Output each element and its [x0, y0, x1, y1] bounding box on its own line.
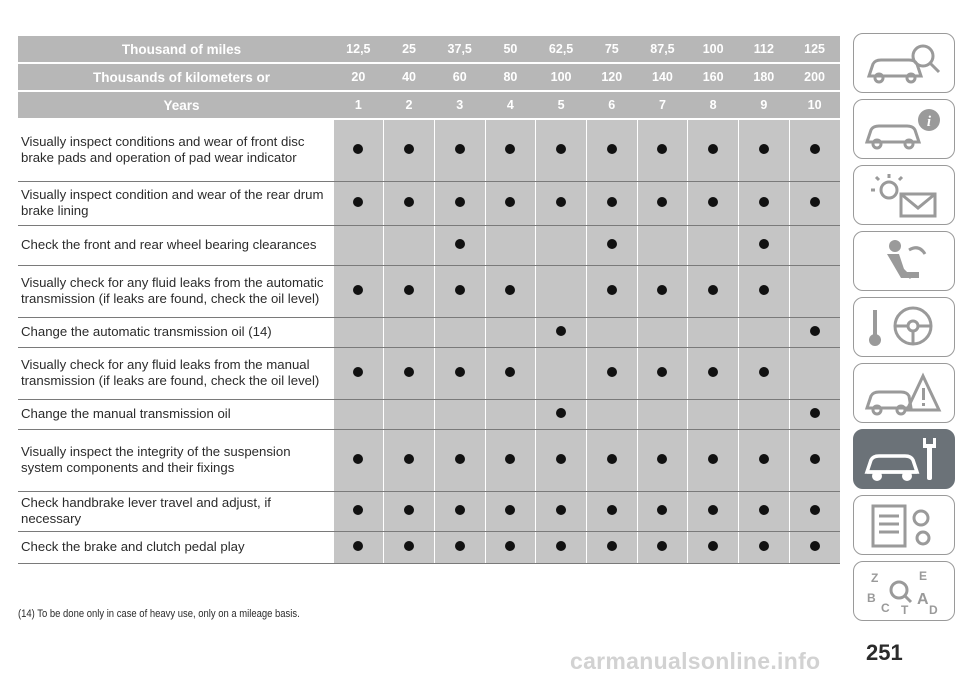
- interval-cell: [536, 317, 587, 347]
- header-value: 80: [485, 63, 536, 91]
- svg-text:C: C: [881, 601, 890, 615]
- interval-cell: [536, 399, 587, 429]
- header-row: [18, 63, 840, 91]
- header-value: 25: [384, 36, 435, 63]
- operation-text: Change the automatic transmission oil (14): [18, 317, 333, 347]
- scheduled-dot-icon: [810, 144, 820, 154]
- interval-cell: [333, 265, 384, 317]
- scheduled-dot-icon: [455, 239, 465, 249]
- header-value: 12,5: [333, 36, 384, 63]
- scheduled-dot-icon: [607, 367, 617, 377]
- scheduled-dot-icon: [556, 144, 566, 154]
- interval-cell: [384, 491, 435, 531]
- header-value: 60: [434, 63, 485, 91]
- interval-cell: [333, 531, 384, 563]
- interval-cell: [739, 225, 790, 265]
- interval-cell: [384, 399, 435, 429]
- table-row: [18, 347, 840, 399]
- interval-cell: [586, 317, 637, 347]
- operation-text: Check handbrake lever travel and adjust, if necessary: [18, 491, 333, 531]
- interval-cell: [586, 429, 637, 491]
- interval-cell: [789, 119, 840, 181]
- scheduled-dot-icon: [404, 367, 414, 377]
- tab-warning-lights[interactable]: [853, 165, 955, 225]
- interval-cell: [688, 225, 739, 265]
- scheduled-dot-icon: [607, 285, 617, 295]
- header-label: Thousands of kilometers or: [18, 63, 333, 91]
- header-value: 10: [789, 91, 840, 119]
- interval-cell: [485, 531, 536, 563]
- header-label: Thousand of miles: [18, 36, 333, 63]
- scheduled-dot-icon: [556, 326, 566, 336]
- table-row: [18, 491, 840, 531]
- svg-text:i: i: [926, 114, 932, 130]
- interval-cell: [739, 317, 790, 347]
- scheduled-dot-icon: [657, 285, 667, 295]
- interval-cell: [688, 491, 739, 531]
- scheduled-dot-icon: [556, 197, 566, 207]
- operation-text: Visually check for any fluid leaks from the manual transmission (if leaks are found, check the oil level): [18, 347, 333, 399]
- tab-specifications[interactable]: [853, 495, 955, 555]
- interval-cell: [637, 181, 688, 225]
- interval-cell: [485, 265, 536, 317]
- interval-cell: [688, 119, 739, 181]
- scheduled-dot-icon: [657, 541, 667, 551]
- operation-text: Change the manual transmission oil: [18, 399, 333, 429]
- interval-cell: [333, 491, 384, 531]
- interval-cell: [536, 225, 587, 265]
- steering-wheel-key-icon: [861, 300, 947, 354]
- header-value: 4: [485, 91, 536, 119]
- scheduled-dot-icon: [404, 541, 414, 551]
- header-value: 100: [688, 36, 739, 63]
- scheduled-dot-icon: [810, 197, 820, 207]
- header-value: 40: [384, 63, 435, 91]
- interval-cell: [637, 119, 688, 181]
- interval-cell: [333, 317, 384, 347]
- scheduled-dot-icon: [708, 454, 718, 464]
- interval-cell: [586, 531, 637, 563]
- car-info-icon: [861, 102, 947, 156]
- scheduled-dot-icon: [505, 285, 515, 295]
- scheduled-dot-icon: [505, 505, 515, 515]
- scheduled-dot-icon: [810, 454, 820, 464]
- scheduled-dot-icon: [607, 239, 617, 249]
- scheduled-dot-icon: [607, 197, 617, 207]
- scheduled-dot-icon: [505, 454, 515, 464]
- interval-cell: [434, 317, 485, 347]
- interval-cell: [434, 399, 485, 429]
- scheduled-dot-icon: [759, 197, 769, 207]
- interval-cell: [536, 119, 587, 181]
- scheduled-dot-icon: [404, 144, 414, 154]
- car-wrench-icon: [861, 432, 947, 486]
- scheduled-dot-icon: [556, 541, 566, 551]
- header-value: 112: [739, 36, 790, 63]
- header-value: 3: [434, 91, 485, 119]
- tab-car-search[interactable]: [853, 33, 955, 93]
- scheduled-dot-icon: [353, 541, 363, 551]
- scheduled-dot-icon: [404, 505, 414, 515]
- header-value: 200: [789, 63, 840, 91]
- interval-cell: [485, 347, 536, 399]
- header-value: 180: [739, 63, 790, 91]
- tab-index[interactable]: [853, 561, 955, 621]
- interval-cell: [333, 225, 384, 265]
- scheduled-dot-icon: [404, 454, 414, 464]
- scheduled-dot-icon: [657, 454, 667, 464]
- interval-cell: [536, 347, 587, 399]
- page-number: 251: [866, 640, 903, 665]
- scheduled-dot-icon: [759, 285, 769, 295]
- scheduled-dot-icon: [353, 505, 363, 515]
- car-breakdown-warning-icon: [861, 366, 947, 420]
- scheduled-dot-icon: [353, 144, 363, 154]
- scheduled-dot-icon: [607, 505, 617, 515]
- table-row: [18, 119, 840, 181]
- scheduled-dot-icon: [708, 505, 718, 515]
- header-value: 1: [333, 91, 384, 119]
- operation-text: Visually check for any fluid leaks from the automatic transmission (if leaks are found, check the oil level): [18, 265, 333, 317]
- scheduled-dot-icon: [759, 367, 769, 377]
- header-value: 125: [789, 36, 840, 63]
- svg-text:Z: Z: [871, 571, 879, 585]
- scheduled-dot-icon: [607, 541, 617, 551]
- interval-cell: [485, 429, 536, 491]
- maintenance-schedule-table: [18, 36, 840, 564]
- scheduled-dot-icon: [556, 454, 566, 464]
- interval-cell: [739, 429, 790, 491]
- interval-cell: [739, 347, 790, 399]
- header-value: 2: [384, 91, 435, 119]
- interval-cell: [637, 347, 688, 399]
- scheduled-dot-icon: [505, 541, 515, 551]
- interval-cell: [739, 265, 790, 317]
- scheduled-dot-icon: [505, 367, 515, 377]
- table-row: [18, 399, 840, 429]
- header-value: 8: [688, 91, 739, 119]
- schedule-body: [18, 119, 840, 563]
- interval-cell: [434, 491, 485, 531]
- scheduled-dot-icon: [607, 144, 617, 154]
- interval-cell: [789, 531, 840, 563]
- interval-cell: [789, 429, 840, 491]
- alphabetical-index-icon: [861, 564, 947, 618]
- interval-cell: [536, 491, 587, 531]
- scheduled-dot-icon: [455, 144, 465, 154]
- interval-cell: [637, 399, 688, 429]
- scheduled-dot-icon: [708, 367, 718, 377]
- operation-text: Check the brake and clutch pedal play: [18, 531, 333, 563]
- interval-cell: [384, 429, 435, 491]
- table-row: [18, 225, 840, 265]
- interval-cell: [434, 225, 485, 265]
- header-label: Years: [18, 91, 333, 119]
- tab-steering-key[interactable]: [853, 297, 955, 357]
- interval-cell: [637, 429, 688, 491]
- scheduled-dot-icon: [810, 408, 820, 418]
- scheduled-dot-icon: [455, 285, 465, 295]
- interval-cell: [333, 429, 384, 491]
- header-row: [18, 36, 840, 63]
- interval-cell: [485, 119, 536, 181]
- interval-cell: [637, 225, 688, 265]
- scheduled-dot-icon: [759, 239, 769, 249]
- scheduled-dot-icon: [505, 197, 515, 207]
- interval-cell: [384, 317, 435, 347]
- header-value: 75: [586, 36, 637, 63]
- scheduled-dot-icon: [657, 367, 667, 377]
- interval-cell: [688, 531, 739, 563]
- interval-cell: [586, 265, 637, 317]
- interval-cell: [434, 347, 485, 399]
- interval-cell: [434, 181, 485, 225]
- interval-cell: [789, 491, 840, 531]
- scheduled-dot-icon: [657, 505, 667, 515]
- tab-breakdown[interactable]: [853, 363, 955, 423]
- header-value: 160: [688, 63, 739, 91]
- scheduled-dot-icon: [708, 197, 718, 207]
- table-row: [18, 531, 840, 563]
- interval-cell: [739, 119, 790, 181]
- interval-cell: [384, 181, 435, 225]
- watermark: carmanualsonline.info: [570, 648, 821, 674]
- scheduled-dot-icon: [556, 408, 566, 418]
- header-value: 50: [485, 36, 536, 63]
- scheduled-dot-icon: [708, 144, 718, 154]
- table-row: [18, 317, 840, 347]
- scheduled-dot-icon: [657, 197, 667, 207]
- header-value: 5: [536, 91, 587, 119]
- svg-text:D: D: [929, 603, 938, 617]
- header-value: 9: [739, 91, 790, 119]
- interval-cell: [485, 317, 536, 347]
- scheduled-dot-icon: [810, 505, 820, 515]
- scheduled-dot-icon: [810, 541, 820, 551]
- interval-cell: [384, 119, 435, 181]
- interval-cell: [536, 265, 587, 317]
- interval-cell: [485, 491, 536, 531]
- svg-text:E: E: [919, 569, 928, 583]
- interval-cell: [434, 119, 485, 181]
- interval-cell: [586, 181, 637, 225]
- seat-airbag-icon: [861, 234, 947, 288]
- schedule-header: [18, 36, 840, 119]
- interval-cell: [688, 429, 739, 491]
- interval-cell: [789, 347, 840, 399]
- interval-cell: [637, 531, 688, 563]
- interval-cell: [434, 265, 485, 317]
- scheduled-dot-icon: [404, 197, 414, 207]
- scheduled-dot-icon: [607, 454, 617, 464]
- interval-cell: [688, 317, 739, 347]
- operation-text: Visually inspect the integrity of the suspension system components and their fixings: [18, 429, 333, 491]
- header-value: 6: [586, 91, 637, 119]
- header-row: [18, 91, 840, 119]
- tab-maintenance[interactable]: [853, 429, 955, 489]
- interval-cell: [688, 265, 739, 317]
- interval-cell: [688, 399, 739, 429]
- scheduled-dot-icon: [353, 367, 363, 377]
- car-search-icon: [861, 36, 947, 90]
- scheduled-dot-icon: [505, 144, 515, 154]
- header-value: 62,5: [536, 36, 587, 63]
- scheduled-dot-icon: [759, 144, 769, 154]
- interval-cell: [789, 225, 840, 265]
- scheduled-dot-icon: [759, 505, 769, 515]
- interval-cell: [586, 399, 637, 429]
- table-row: [18, 181, 840, 225]
- interval-cell: [789, 265, 840, 317]
- interval-cell: [333, 399, 384, 429]
- interval-cell: [789, 317, 840, 347]
- header-value: 100: [536, 63, 587, 91]
- interval-cell: [333, 119, 384, 181]
- scheduled-dot-icon: [759, 454, 769, 464]
- interval-cell: [688, 347, 739, 399]
- interval-cell: [637, 265, 688, 317]
- header-value: 87,5: [637, 36, 688, 63]
- svg-text:T: T: [901, 603, 909, 617]
- scheduled-dot-icon: [759, 541, 769, 551]
- interval-cell: [586, 225, 637, 265]
- interval-cell: [384, 265, 435, 317]
- operation-text: Visually inspect condition and wear of the rear drum brake lining: [18, 181, 333, 225]
- interval-cell: [688, 181, 739, 225]
- scheduled-dot-icon: [455, 367, 465, 377]
- interval-cell: [384, 531, 435, 563]
- scheduled-dot-icon: [810, 326, 820, 336]
- scheduled-dot-icon: [455, 505, 465, 515]
- scheduled-dot-icon: [556, 505, 566, 515]
- scheduled-dot-icon: [657, 144, 667, 154]
- tab-seat-airbag[interactable]: [853, 231, 955, 291]
- scheduled-dot-icon: [353, 454, 363, 464]
- interval-cell: [586, 347, 637, 399]
- interval-cell: [485, 225, 536, 265]
- interval-cell: [485, 181, 536, 225]
- scheduled-dot-icon: [455, 541, 465, 551]
- interval-cell: [536, 531, 587, 563]
- header-value: 7: [637, 91, 688, 119]
- interval-cell: [637, 317, 688, 347]
- svg-text:B: B: [867, 591, 876, 605]
- table-row: [18, 429, 840, 491]
- scheduled-dot-icon: [353, 285, 363, 295]
- interval-cell: [434, 531, 485, 563]
- tab-car-info[interactable]: [853, 99, 955, 159]
- scheduled-dot-icon: [455, 454, 465, 464]
- interval-cell: [333, 347, 384, 399]
- interval-cell: [485, 399, 536, 429]
- svg-text:A: A: [917, 591, 929, 608]
- header-value: 20: [333, 63, 384, 91]
- interval-cell: [739, 491, 790, 531]
- interval-cell: [384, 225, 435, 265]
- header-value: 120: [586, 63, 637, 91]
- scheduled-dot-icon: [455, 197, 465, 207]
- scheduled-dot-icon: [708, 285, 718, 295]
- interval-cell: [789, 399, 840, 429]
- interval-cell: [333, 181, 384, 225]
- interval-cell: [586, 119, 637, 181]
- footnote: (14) To be done only in case of heavy use, only on a mileage basis.: [18, 608, 300, 620]
- scheduled-dot-icon: [708, 541, 718, 551]
- interval-cell: [789, 181, 840, 225]
- interval-cell: [536, 429, 587, 491]
- interval-cell: [739, 531, 790, 563]
- interval-cell: [434, 429, 485, 491]
- warning-light-message-icon: [861, 168, 947, 222]
- interval-cell: [739, 399, 790, 429]
- interval-cell: [384, 347, 435, 399]
- operation-text: Check the front and rear wheel bearing clearances: [18, 225, 333, 265]
- header-value: 140: [637, 63, 688, 91]
- operation-text: Visually inspect conditions and wear of front disc brake pads and operation of pad wear indicator: [18, 119, 333, 181]
- specifications-gear-icon: [861, 498, 947, 552]
- interval-cell: [637, 491, 688, 531]
- interval-cell: [739, 181, 790, 225]
- scheduled-dot-icon: [404, 285, 414, 295]
- chapter-sidebar: [853, 33, 957, 627]
- table-row: [18, 265, 840, 317]
- header-value: 37,5: [434, 36, 485, 63]
- scheduled-dot-icon: [353, 197, 363, 207]
- interval-cell: [586, 491, 637, 531]
- interval-cell: [536, 181, 587, 225]
